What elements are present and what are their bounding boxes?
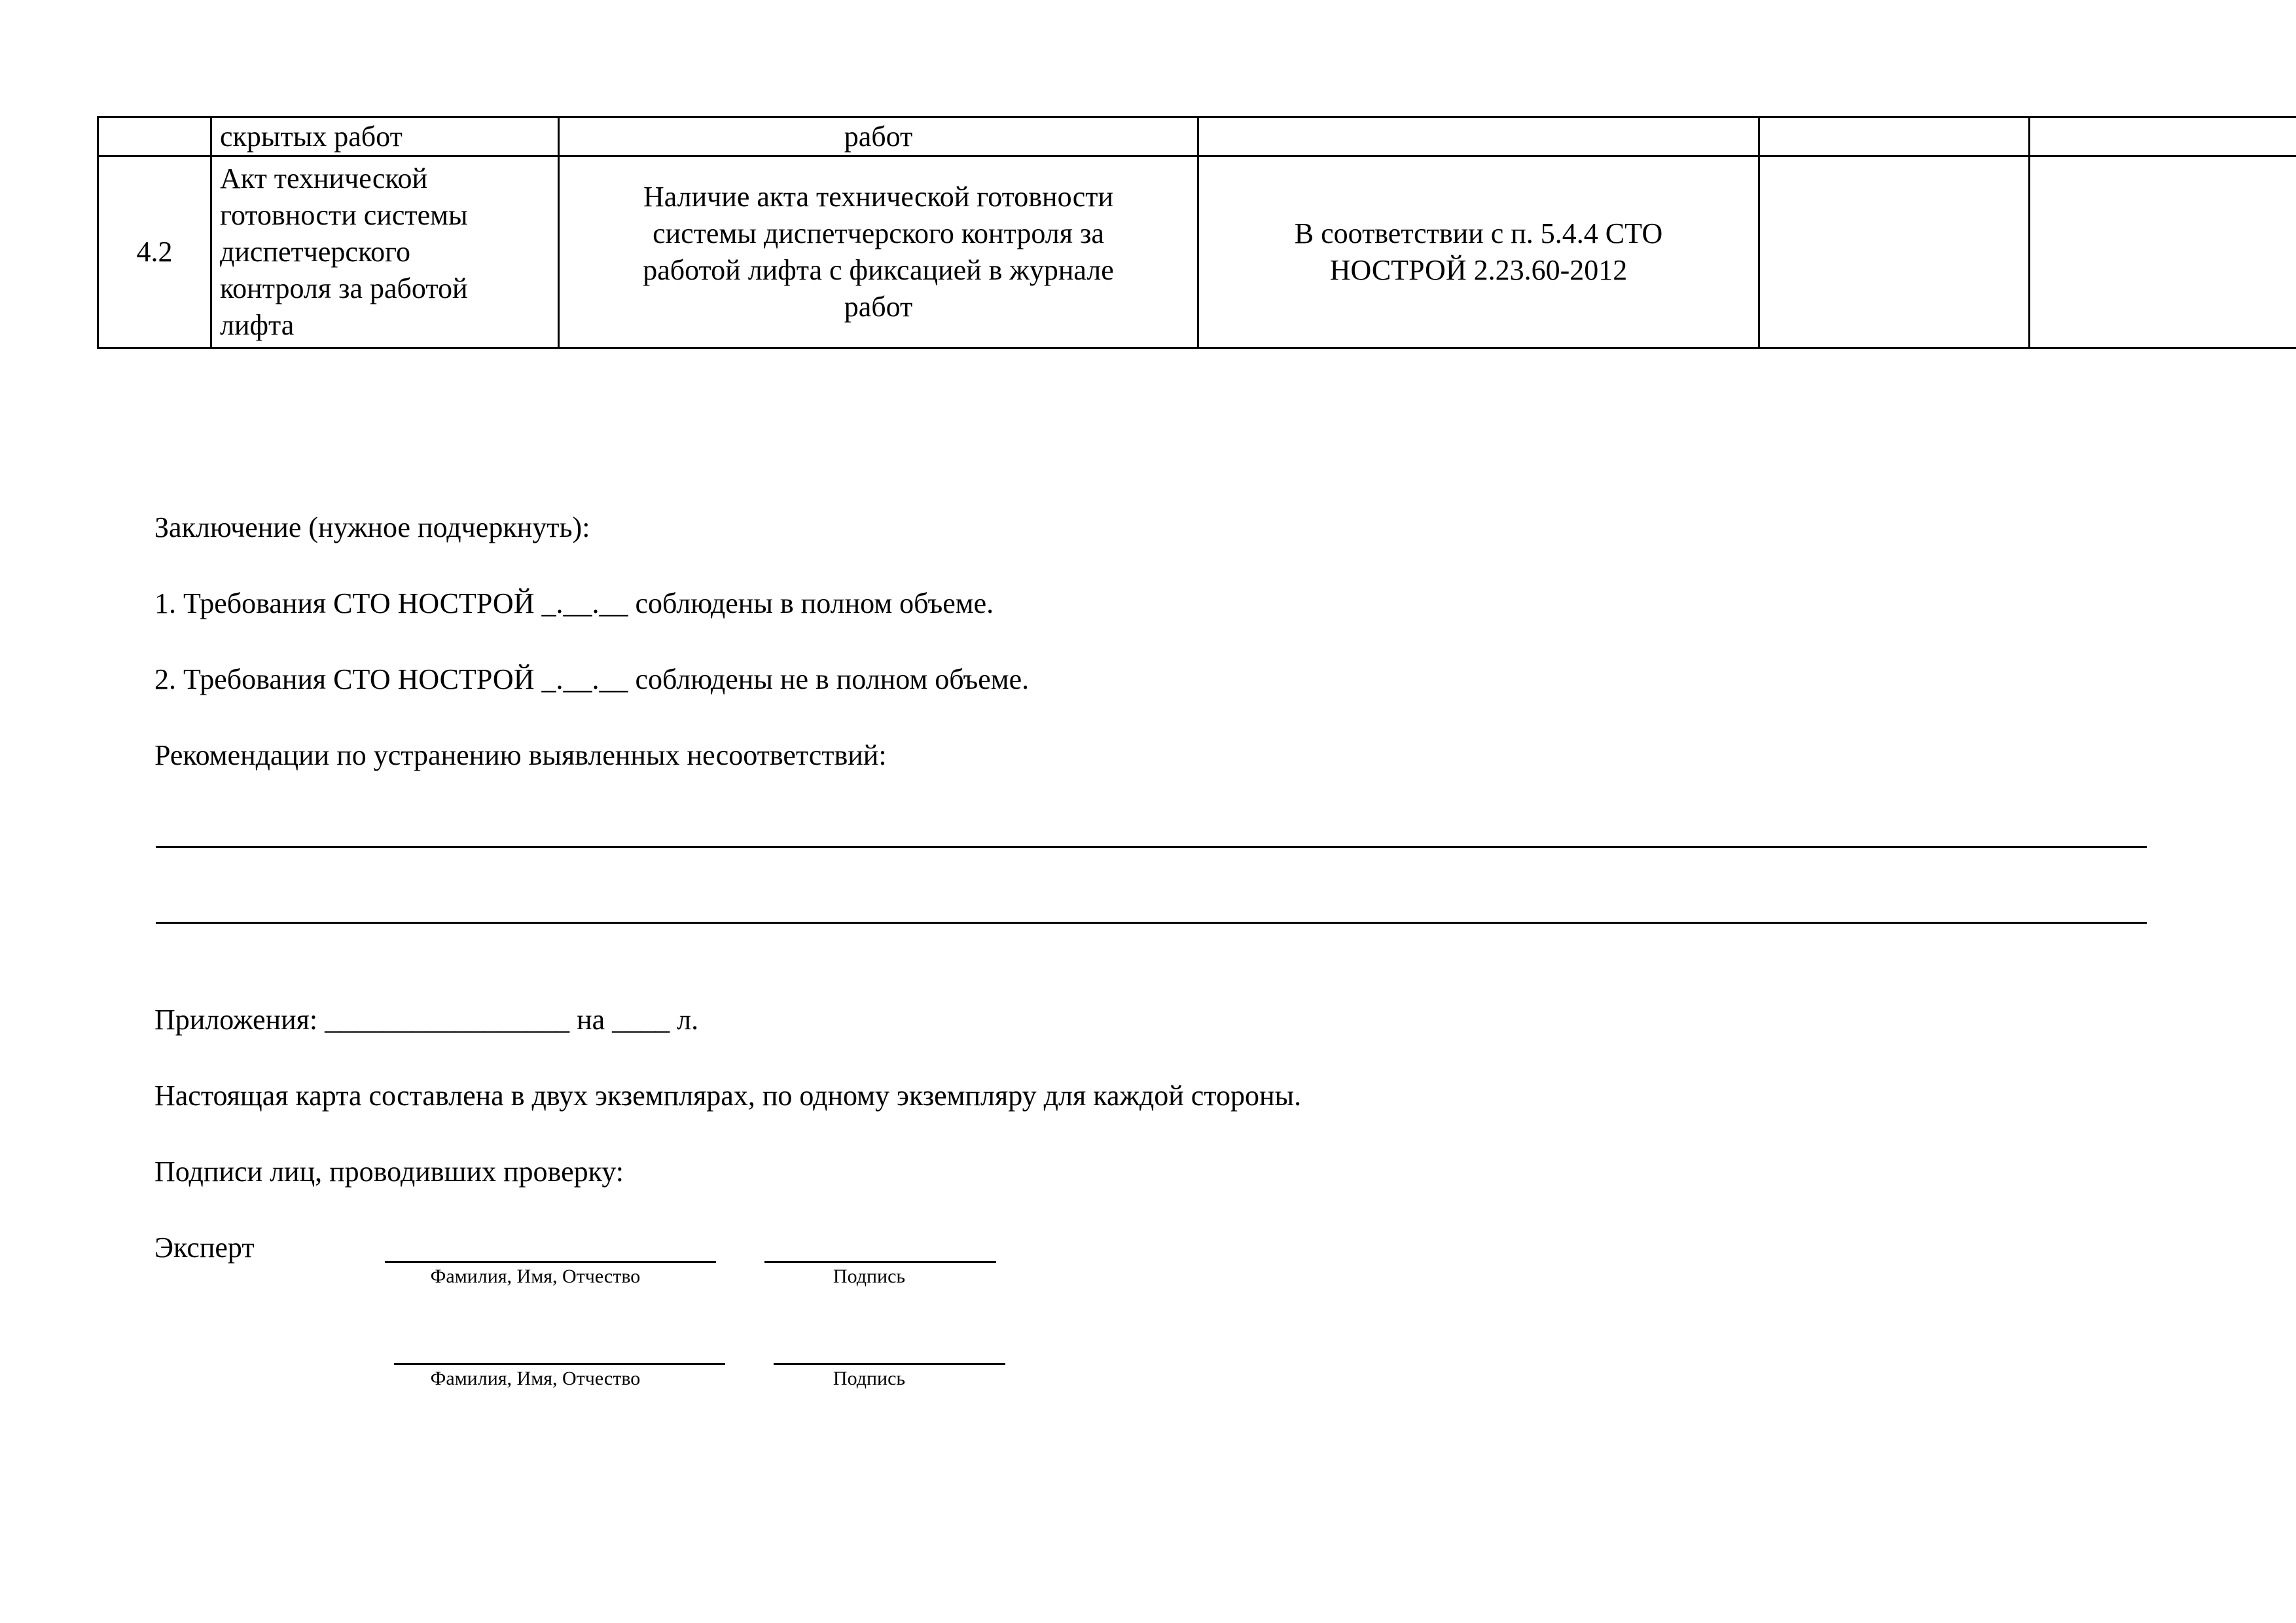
cell-col5-4-2 xyxy=(1759,156,2030,348)
cell-name-line: контроля за работой xyxy=(220,272,468,304)
cell-requirement-line: работой лифта с фиксацией в журнале xyxy=(643,254,1114,286)
expert-label: Эксперт xyxy=(154,1231,255,1264)
signatures-heading: Подписи лиц, проводивших проверку: xyxy=(154,1156,624,1188)
table-row-continuation xyxy=(98,117,2296,156)
cell-name-line: Акт технической xyxy=(220,162,428,194)
cell-name-line: диспетчерского xyxy=(220,236,411,268)
cell-col6-4-2 xyxy=(2030,156,2296,348)
cell-reference-line: В соответствии с п. 5.4.4 СТО xyxy=(1294,217,1663,249)
inspection-table xyxy=(97,116,2296,349)
cell-requirement-4-2 xyxy=(559,156,1198,348)
cell-name-line: готовности системы xyxy=(220,199,468,231)
second-signature-caption: Подпись xyxy=(833,1368,906,1389)
cell-name-line: лифта xyxy=(220,309,295,341)
expert-signature-line[interactable] xyxy=(764,1261,996,1263)
cell-num-4-2: 4.2 xyxy=(98,156,211,348)
cell-reference-4-2 xyxy=(1198,156,1759,348)
recommendations-line-1[interactable] xyxy=(156,846,2147,848)
cell-col5-continuation xyxy=(1759,117,2030,156)
expert-name-caption: Фамилия, Имя, Отчество xyxy=(430,1266,641,1287)
cell-reference-continuation xyxy=(1198,117,1759,156)
cell-reference-line: НОСТРОЙ 2.23.60-2012 xyxy=(1329,254,1628,286)
cell-requirement-line: системы диспетчерского контроля за xyxy=(653,217,1104,249)
table-row-4-2 xyxy=(98,156,2296,348)
recommendations-heading: Рекомендации по устранению выявленных несоответствий: xyxy=(154,739,887,771)
conclusion-heading: Заключение (нужное подчеркнуть): xyxy=(154,511,590,543)
cell-requirement-line: работ xyxy=(844,291,913,323)
recommendations-line-2[interactable] xyxy=(156,922,2147,924)
second-name-caption: Фамилия, Имя, Отчество xyxy=(430,1368,641,1389)
second-signature-line[interactable] xyxy=(774,1363,1005,1365)
cell-col6-continuation xyxy=(2030,117,2296,156)
appendix-line: Приложения: _________________ на ____ л. xyxy=(154,1004,699,1036)
conclusion-item-2: 2. Требования СТО НОСТРОЙ _.__.__ соблюдены не в полном объеме. xyxy=(154,663,1030,695)
conclusion-item-1: 1. Требования СТО НОСТРОЙ _.__.__ соблюдены в полном объеме. xyxy=(154,587,994,619)
second-name-line[interactable] xyxy=(394,1363,725,1365)
cell-requirement-continuation: работ xyxy=(559,117,1198,156)
cell-name-4-2 xyxy=(211,156,559,348)
expert-name-line[interactable] xyxy=(385,1261,716,1263)
cell-requirement-line: Наличие акта технической готовности xyxy=(643,181,1113,213)
cell-num-continuation xyxy=(98,117,211,156)
cell-name-continuation: скрытых работ xyxy=(211,117,559,156)
expert-signature-caption: Подпись xyxy=(833,1266,906,1287)
copies-note: Настоящая карта составлена в двух экземплярах, по одному экземпляру для каждой стороны. xyxy=(154,1080,1302,1112)
